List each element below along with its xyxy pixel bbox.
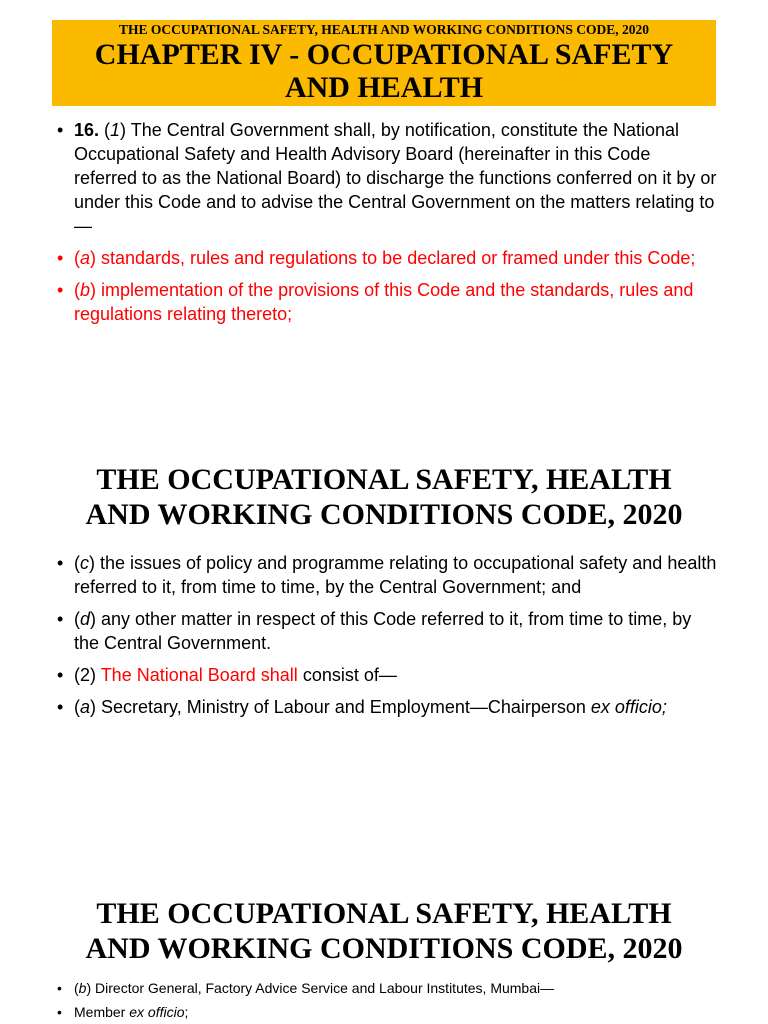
clause-letter: a [80, 248, 91, 268]
banner-chapter-title-line1: CHAPTER IV - OCCUPATIONAL SAFETY [94, 38, 674, 71]
slide3-bullet-list [57, 976, 717, 1024]
bullet-clause-c [57, 551, 717, 599]
slide2-bullet-list [57, 551, 717, 727]
slide2-title-line2: AND WORKING CONDITIONS CODE, 2020 [85, 498, 683, 531]
clause-letter: d [80, 609, 91, 629]
bullet-text: ) Director General, Factory Advice Service and Labour Institutes, Mumbai— [86, 980, 555, 996]
bullet-text: ) the issues of policy and programme relating to occupational safety and health referred to it, from time to time, by the Central Government; and [74, 553, 717, 597]
bullet-subsection-2 [57, 663, 717, 687]
bullet-text: ) any other matter in respect of this Code referred to it, from time to time, by the Central Government. [74, 609, 692, 653]
paren-open: ( [74, 980, 79, 996]
italic-term: ex officio; [590, 697, 667, 717]
paren-open: ( [74, 553, 80, 573]
clause-letter: c [80, 553, 89, 573]
bullet-text: ) The Central Government shall, by notification, constitute the National Occupational Safety and Health Advisory Board (hereinafter in this Code referred to as the National Board) to discharge the functions conferred on it by or under this Code and to advise the Central Government on the matters relating to— [74, 120, 717, 236]
bullet-text: ) Secretary, Ministry of Labour and Employment—Chairperson [90, 697, 591, 717]
banner-chapter-title-line2: AND HEALTH [284, 71, 484, 104]
slide2-title-line1: THE OCCUPATIONAL SAFETY, HEALTH [96, 463, 672, 496]
bullet-text: ) standards, rules and regulations to be declared or framed under this Code; [90, 248, 696, 268]
highlighted-text: The National Board shall [100, 665, 298, 685]
bullet-member-a [57, 695, 717, 719]
bullet-text: consist of— [297, 665, 397, 685]
bullet-text: ) implementation of the provisions of this Code and the standards, rules and regulations relating thereto; [74, 280, 694, 324]
paren-open: ( [74, 609, 80, 629]
paren-open: ( [74, 697, 80, 717]
bullet-member-b-continued: • Member ex officio; [57, 1000, 717, 1024]
subsection-number: 1 [110, 120, 121, 140]
slide1-bullet-list [57, 118, 717, 334]
bullet-clause-b [57, 278, 717, 326]
paren-open: ( [74, 280, 80, 300]
bullet-clause-a [57, 246, 717, 270]
slide3-title-line1: THE OCCUPATIONAL SAFETY, HEALTH [96, 897, 672, 930]
clause-letter: b [80, 280, 91, 300]
italic-term: ex officio [129, 1004, 185, 1020]
paren-open: ( [74, 248, 80, 268]
bullet-text: Member [74, 1004, 130, 1020]
slide2-title [0, 462, 768, 532]
clause-letter: a [80, 697, 91, 717]
subsection-number: (2) [74, 665, 101, 685]
banner-code-title: THE OCCUPATIONAL SAFETY, HEALTH AND WORKING CONDITIONS CODE, 2020 [118, 22, 650, 37]
clause-letter: b [78, 980, 87, 996]
slide3-title-line2: AND WORKING CONDITIONS CODE, 2020 [85, 932, 683, 965]
bullet-clause-d [57, 607, 717, 655]
chapter-banner [52, 20, 716, 106]
slide3-title [0, 896, 768, 966]
section-number: 16. [74, 120, 100, 140]
bullet-member-b [57, 976, 717, 1000]
bullet-section-16 [57, 118, 717, 238]
paren-open: ( [99, 120, 111, 140]
